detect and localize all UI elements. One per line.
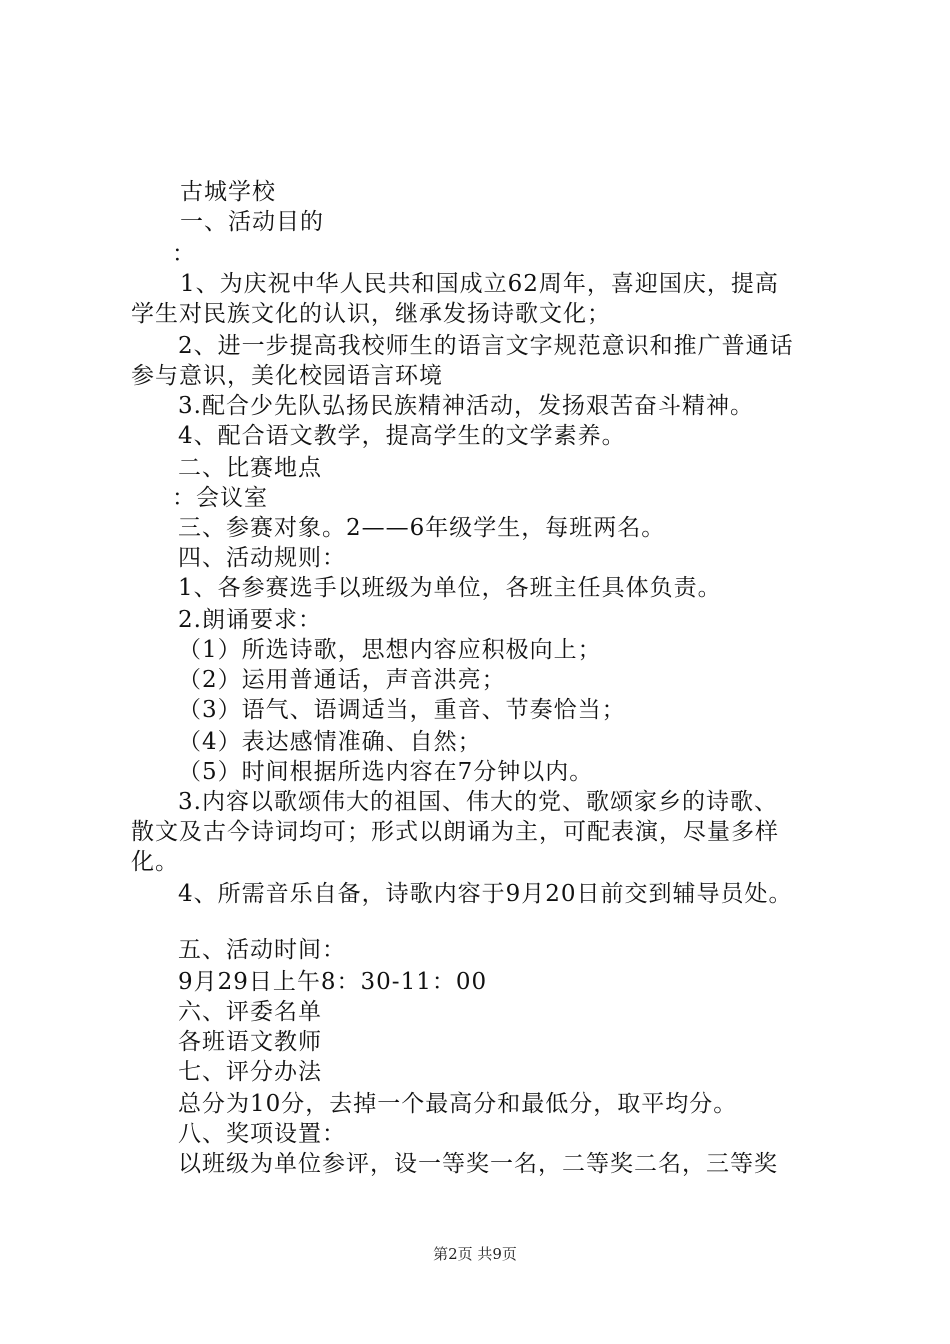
colon-line: ： [172,241,196,267]
section-heading-scoring: 七、评分办法 [178,1059,322,1085]
requirement-item: （4）表达感情准确、自然； [178,729,482,755]
venue-line: ：会议室 [172,485,268,511]
paragraph-line: 1、各参赛选手以班级为单位，各班主任具体负责。 [178,575,722,601]
paragraph-line: 1、为庆祝中华人民共和国成立62周年，喜迎国庆，提高 [180,271,779,297]
paragraph-line: 化。 [131,849,179,875]
section-heading-rules: 四、活动规则： [178,545,346,571]
requirement-item: （1）所选诗歌，思想内容应积极向上； [178,637,602,663]
section-heading-judges: 六、评委名单 [178,999,322,1025]
awards-line: 以班级为单位参评，设一等奖一名，二等奖二名，三等奖 [178,1151,778,1177]
scoring-line: 总分为10分，去掉一个最高分和最低分，取平均分。 [178,1091,738,1117]
section-heading-participants: 三、参赛对象。2——6年级学生，每班两名。 [178,515,666,541]
requirement-item: （5）时间根据所选内容在7分钟以内。 [178,759,594,785]
school-name: 古城学校 [180,179,276,205]
section-heading-time: 五、活动时间： [178,937,346,963]
paragraph-line: 散文及古今诗词均可；形式以朗诵为主，可配表演，尽量多样 [131,819,779,845]
requirement-item: （3）语气、语调适当，重音、节奏恰当； [178,697,626,723]
judges-line: 各班语文教师 [178,1029,322,1055]
paragraph-line: 参与意识，美化校园语言环境 [131,363,443,389]
paragraph-line: 3.内容以歌颂伟大的祖国、伟大的党、歌颂家乡的诗歌、 [178,789,778,815]
paragraph-line: 学生对民族文化的认识，继承发扬诗歌文化； [131,301,611,327]
section-heading-purpose: 一、活动目的 [180,209,324,235]
paragraph-line: 2.朗诵要求： [178,607,322,633]
section-heading-venue: 二、比赛地点 [178,455,322,481]
requirement-item: （2）运用普通话，声音洪亮； [178,667,506,693]
paragraph-line: 4、所需音乐自备，诗歌内容于9月20日前交到辅导员处。 [178,881,793,907]
paragraph-line: 4、配合语文教学，提高学生的文学素养。 [178,423,626,449]
section-heading-awards: 八、奖项设置： [178,1121,346,1147]
page-number-footer: 第2页 共9页 [433,1245,517,1263]
time-line: 9月29日上午8：30-11：00 [178,969,488,995]
paragraph-line: 2、进一步提高我校师生的语言文字规范意识和推广普通话 [178,333,794,359]
paragraph-line: 3.配合少先队弘扬民族精神活动，发扬艰苦奋斗精神。 [178,393,754,419]
